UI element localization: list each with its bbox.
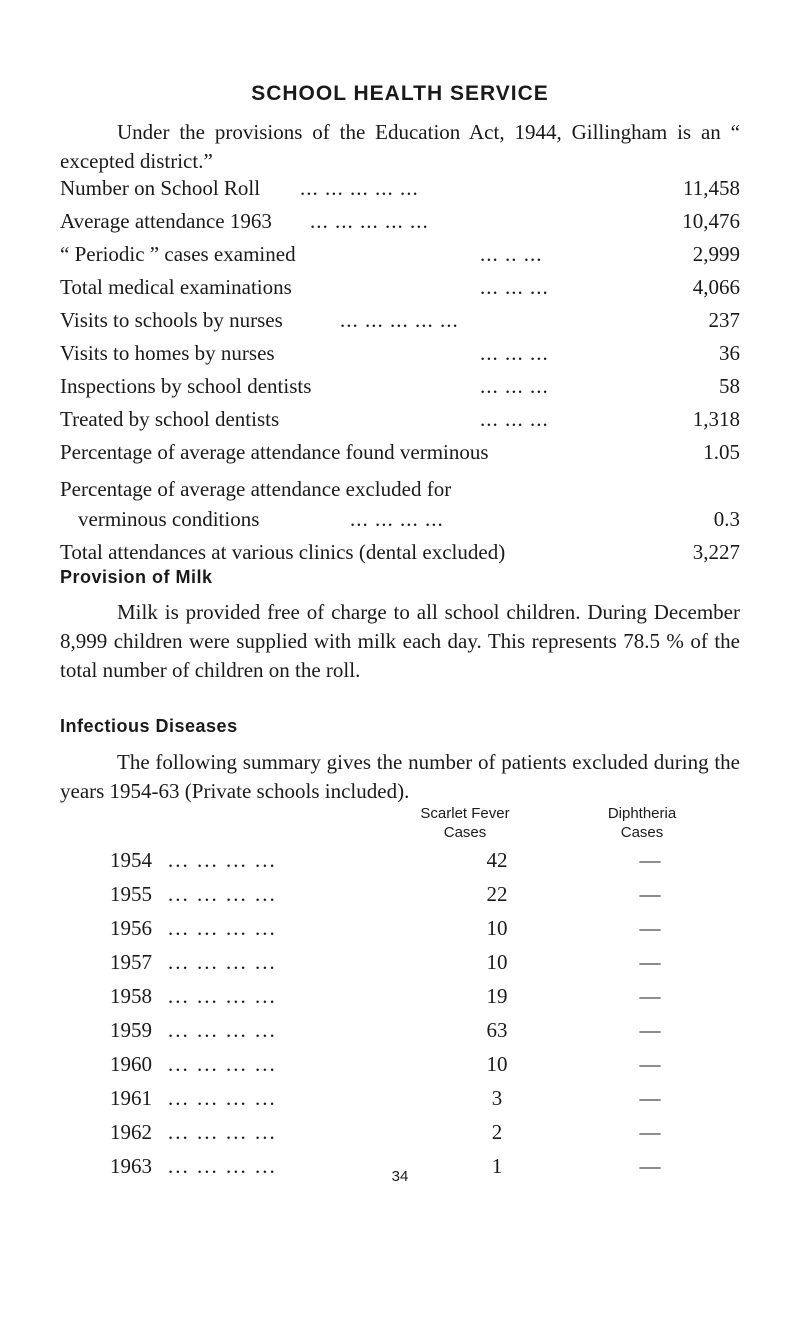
milk-heading: Provision of Milk xyxy=(60,567,213,587)
leader-dots: ... ... ... ... ... xyxy=(310,209,429,233)
stat-value: 237 xyxy=(708,308,740,332)
stat-value: 58 xyxy=(719,374,740,398)
scarlet-fever-cell: 19 xyxy=(486,984,508,1008)
leader-dots: ... ... ... ... xyxy=(168,848,277,872)
year-cell: 1957 xyxy=(110,950,152,974)
stat-row xyxy=(60,173,740,203)
diphtheria-cell: — xyxy=(639,882,661,906)
leader-dots: ... ... ... ... xyxy=(168,1086,277,1110)
stat-label: Total medical examinations xyxy=(60,275,292,299)
year-cell: 1955 xyxy=(110,882,152,906)
page-number: 34 xyxy=(391,1168,409,1185)
leader-dots: ... ... ... ... xyxy=(168,882,277,906)
scarlet-fever-cell: 10 xyxy=(486,1052,508,1076)
stat-row xyxy=(60,305,740,335)
stat-label: Number on School Roll xyxy=(60,176,261,200)
intro-paragraph: Under the provisions of the Education Act, 1944, Gillingham is an “ excepted district.” xyxy=(60,120,740,173)
year-cell: 1958 xyxy=(110,984,152,1008)
leader-dots: ... ... ... ... xyxy=(168,1120,277,1144)
column-header-scarlet-cases: Cases xyxy=(443,824,487,841)
column-header-diphtheria-label: Diphtheria xyxy=(607,805,677,822)
stat-value: 10,476 xyxy=(682,209,740,233)
table-row xyxy=(110,1047,670,1081)
year-cell: 1959 xyxy=(110,1018,152,1042)
stat-label: Inspections by school dentists xyxy=(60,374,312,398)
leader-dots: ... .. ... xyxy=(480,242,543,266)
leader-dots: ... ... ... ... xyxy=(350,507,444,531)
stat-row xyxy=(60,371,740,401)
table-row xyxy=(110,911,670,945)
column-header-scarlet-fever xyxy=(400,804,530,842)
diphtheria-cell: — xyxy=(639,1052,661,1076)
infectious-paragraph: The following summary gives the number of patients excluded during the years 1954-63 (Private schools included). xyxy=(60,750,740,803)
column-header-diphtheria-cases: Cases xyxy=(620,824,664,841)
leader-dots: ... ... ... ... ... xyxy=(340,308,459,332)
leader-dots: ... ... ... ... xyxy=(168,1052,277,1076)
leader-dots: ... ... ... ... xyxy=(168,950,277,974)
diphtheria-cell: — xyxy=(639,984,661,1008)
scarlet-fever-cell: 63 xyxy=(486,1018,508,1042)
stat-value: 0.3 xyxy=(713,507,740,531)
stat-value: 1.05 xyxy=(703,440,740,464)
stat-label: Treated by school dentists xyxy=(60,407,280,431)
column-header-scarlet-label: Scarlet Fever xyxy=(420,805,510,822)
table-row xyxy=(110,1013,670,1047)
diphtheria-cell: — xyxy=(639,1018,661,1042)
stat-value: 36 xyxy=(719,341,740,365)
diphtheria-cell: — xyxy=(639,950,661,974)
stat-row xyxy=(60,537,740,567)
stat-row xyxy=(60,206,740,236)
leader-dots: ... ... ... xyxy=(480,407,549,431)
infectious-heading: Infectious Diseases xyxy=(60,716,238,736)
stat-row xyxy=(60,338,740,368)
stat-label: Average attendance 1963 xyxy=(60,209,272,233)
stat-value: 1,318 xyxy=(692,407,740,431)
year-cell: 1960 xyxy=(110,1052,152,1076)
year-cell: 1954 xyxy=(110,848,152,872)
table-row xyxy=(110,877,670,911)
year-cell: 1962 xyxy=(110,1120,152,1144)
scarlet-fever-cell: 3 xyxy=(491,1086,503,1110)
leader-dots: ... ... ... xyxy=(480,341,549,365)
stat-label-continued: verminous conditions xyxy=(78,507,260,531)
table-row xyxy=(110,843,670,877)
leader-dots: ... ... ... ... ... xyxy=(300,176,419,200)
stat-row xyxy=(60,437,740,467)
scarlet-fever-cell: 22 xyxy=(486,882,508,906)
stat-row xyxy=(60,474,740,534)
stat-value: 4,066 xyxy=(692,275,740,299)
diphtheria-cell: — xyxy=(639,1154,661,1178)
leader-dots: ... ... ... ... xyxy=(168,984,277,1008)
year-cell: 1961 xyxy=(110,1086,152,1110)
leader-dots: ... ... ... xyxy=(480,275,549,299)
leader-dots: ... ... ... xyxy=(480,374,549,398)
scarlet-fever-cell: 10 xyxy=(486,916,508,940)
diphtheria-cell: — xyxy=(639,1086,661,1110)
diphtheria-cell: — xyxy=(639,848,661,872)
leader-dots: ... ... ... ... xyxy=(168,1154,277,1178)
table-row xyxy=(110,945,670,979)
year-cell: 1956 xyxy=(110,916,152,940)
page-title: SCHOOL HEALTH SERVICE xyxy=(251,82,549,105)
diphtheria-cell: — xyxy=(639,1120,661,1144)
stat-value: 2,999 xyxy=(692,242,740,266)
leader-dots: ... ... ... ... xyxy=(168,1018,277,1042)
milk-paragraph: Milk is provided free of charge to all school children. During December 8,999 children were supplied with milk each day. This represents 78.5 % of the total number of children on the roll. xyxy=(60,600,740,682)
stat-label: Total attendances at various clinics (dental excluded) xyxy=(60,540,506,564)
scarlet-fever-cell: 1 xyxy=(491,1154,503,1178)
table-row xyxy=(110,1081,670,1115)
column-header-diphtheria xyxy=(582,804,702,842)
stat-label: Visits to homes by nurses xyxy=(60,341,275,365)
scarlet-fever-cell: 42 xyxy=(486,848,508,872)
stat-label: Percentage of average attendance found verminous xyxy=(60,440,489,464)
stat-row xyxy=(60,272,740,302)
leader-dots: ... ... ... ... xyxy=(168,916,277,940)
stat-label: Percentage of average attendance excluded for xyxy=(60,477,452,501)
stat-label: “ Periodic ” cases examined xyxy=(60,242,296,266)
table-row xyxy=(110,1115,670,1149)
diphtheria-cell: — xyxy=(639,916,661,940)
stat-value: 11,458 xyxy=(683,176,740,200)
stat-value: 3,227 xyxy=(692,540,740,564)
year-cell: 1963 xyxy=(110,1154,152,1178)
table-row xyxy=(110,979,670,1013)
scarlet-fever-cell: 10 xyxy=(486,950,508,974)
stat-label: Visits to schools by nurses xyxy=(60,308,283,332)
stat-row xyxy=(60,404,740,434)
stat-row xyxy=(60,239,740,269)
scarlet-fever-cell: 2 xyxy=(491,1120,503,1144)
